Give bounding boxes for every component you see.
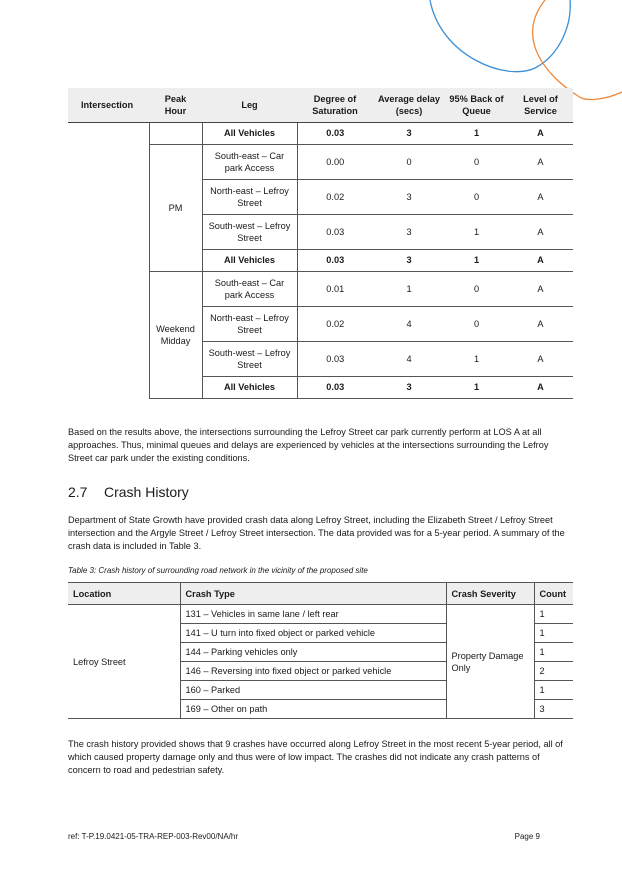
header-leg: Leg (202, 88, 297, 122)
delay-cell: 3 (373, 214, 445, 249)
crash-type-cell: 144 – Parking vehicles only (180, 643, 446, 662)
header-average-delay: Average delay (secs) (373, 88, 445, 122)
count-cell: 1 (534, 624, 573, 643)
peak-cell (149, 122, 202, 144)
crash-history-table (68, 582, 573, 719)
los-header-row (68, 88, 573, 122)
count-cell: 1 (534, 605, 573, 624)
blue-curve (430, 0, 570, 72)
delay-cell: 1 (373, 271, 445, 306)
queue-cell: 1 (445, 214, 508, 249)
queue-cell: 1 (445, 122, 508, 144)
los-cell: A (508, 144, 573, 179)
dos-cell: 0.01 (297, 271, 373, 306)
los-cell: A (508, 122, 573, 144)
peak-hour-pm: PM (149, 144, 202, 271)
header-level-of-service: Level of Service (508, 88, 573, 122)
peak-hour-weekend: Weekend Midday (149, 271, 202, 398)
leg-cell: South-east – Car park Access (202, 271, 297, 306)
location-cell: Lefroy Street (68, 605, 180, 719)
leg-cell: South-west – Lefroy Street (202, 214, 297, 249)
leg-cell: South-west – Lefroy Street (202, 341, 297, 376)
los-cell: A (508, 214, 573, 249)
crash-summary-paragraph: The crash history provided shows that 9 crashes have occurred along Lefroy Street in the most recent 5-year period, all of which caused property damage only and thus were of low impact. The crashes did not indicate any crash patterns of concern to road and pedestrian safety. (68, 739, 563, 775)
los-cell: A (508, 306, 573, 341)
leg-cell: North-east – Lefroy Street (202, 179, 297, 214)
header-count: Count (534, 583, 573, 605)
leg-cell: South-east – Car park Access (202, 144, 297, 179)
intersection-cell (68, 122, 149, 398)
section-title: Crash History (104, 484, 189, 500)
dos-cell: 0.03 (297, 249, 373, 271)
los-cell: A (508, 249, 573, 271)
queue-cell: 0 (445, 179, 508, 214)
dos-cell: 0.03 (297, 341, 373, 376)
count-cell: 3 (534, 700, 573, 719)
crash-type-cell: 146 – Reversing into fixed object or parked vehicle (180, 662, 446, 681)
dos-cell: 0.00 (297, 144, 373, 179)
header-back-of-queue: 95% Back of Queue (445, 88, 508, 122)
queue-cell: 1 (445, 376, 508, 398)
dos-cell: 0.02 (297, 179, 373, 214)
delay-cell: 3 (373, 179, 445, 214)
dos-cell: 0.03 (297, 376, 373, 398)
section-number: 2.7 (68, 484, 88, 500)
footer-reference: ref: T-P.19.0421-05-TRA-REP-003-Rev00/NA/hr (68, 832, 239, 841)
delay-cell: 0 (373, 144, 445, 179)
leg-cell: All Vehicles (202, 376, 297, 398)
los-cell: A (508, 341, 573, 376)
queue-cell: 1 (445, 341, 508, 376)
queue-cell: 1 (445, 249, 508, 271)
orange-curve (533, 0, 622, 99)
leg-cell: North-east – Lefroy Street (202, 306, 297, 341)
page-number: Page 9 (514, 832, 540, 841)
delay-cell: 4 (373, 341, 445, 376)
results-paragraph: Based on the results above, the intersections surrounding the Lefroy Street car park currently perform at LOS A at all approaches. Thus, minimal queues and delays are experienced by vehicles at the intersections surrounding the Lefroy Street car park under the existing conditions. (68, 427, 549, 463)
los-cell: A (508, 271, 573, 306)
table-row (68, 605, 573, 624)
leg-cell: All Vehicles (202, 122, 297, 144)
crash-type-cell: 160 – Parked (180, 681, 446, 700)
delay-cell: 4 (373, 306, 445, 341)
section-heading (68, 484, 189, 500)
header-peak-hour: Peak Hour (149, 88, 202, 122)
los-cell: A (508, 179, 573, 214)
queue-cell: 0 (445, 271, 508, 306)
header-crash-severity: Crash Severity (446, 583, 534, 605)
table-caption: Table 3: Crash history of surrounding road network in the vicinity of the proposed site (68, 566, 368, 575)
los-cell: A (508, 376, 573, 398)
crash-intro-paragraph: Department of State Growth have provided crash data along Lefroy Street, including the Elizabeth Street / Lefroy Street intersection and the Argyle Street / Lefroy Street intersection. The data provided was for a 5-year period. A summary of the crash data is included in Table 3. (68, 515, 565, 551)
crash-type-cell: 131 – Vehicles in same lane / left rear (180, 605, 446, 624)
dos-cell: 0.02 (297, 306, 373, 341)
queue-cell: 0 (445, 144, 508, 179)
queue-cell: 0 (445, 306, 508, 341)
count-cell: 1 (534, 681, 573, 700)
crash-type-cell: 169 – Other on path (180, 700, 446, 719)
crash-header-row (68, 583, 573, 605)
dos-cell: 0.03 (297, 214, 373, 249)
count-cell: 1 (534, 643, 573, 662)
severity-cell: Property Damage Only (446, 605, 534, 719)
los-results-table (68, 88, 573, 399)
delay-cell: 3 (373, 249, 445, 271)
crash-type-cell: 141 – U turn into fixed object or parked vehicle (180, 624, 446, 643)
delay-cell: 3 (373, 376, 445, 398)
header-location: Location (68, 583, 180, 605)
header-intersection: Intersection (68, 88, 149, 122)
delay-cell: 3 (373, 122, 445, 144)
header-degree-of-saturation: Degree of Saturation (297, 88, 373, 122)
dos-cell: 0.03 (297, 122, 373, 144)
table-row (68, 122, 573, 144)
count-cell: 2 (534, 662, 573, 681)
leg-cell: All Vehicles (202, 249, 297, 271)
header-crash-type: Crash Type (180, 583, 446, 605)
